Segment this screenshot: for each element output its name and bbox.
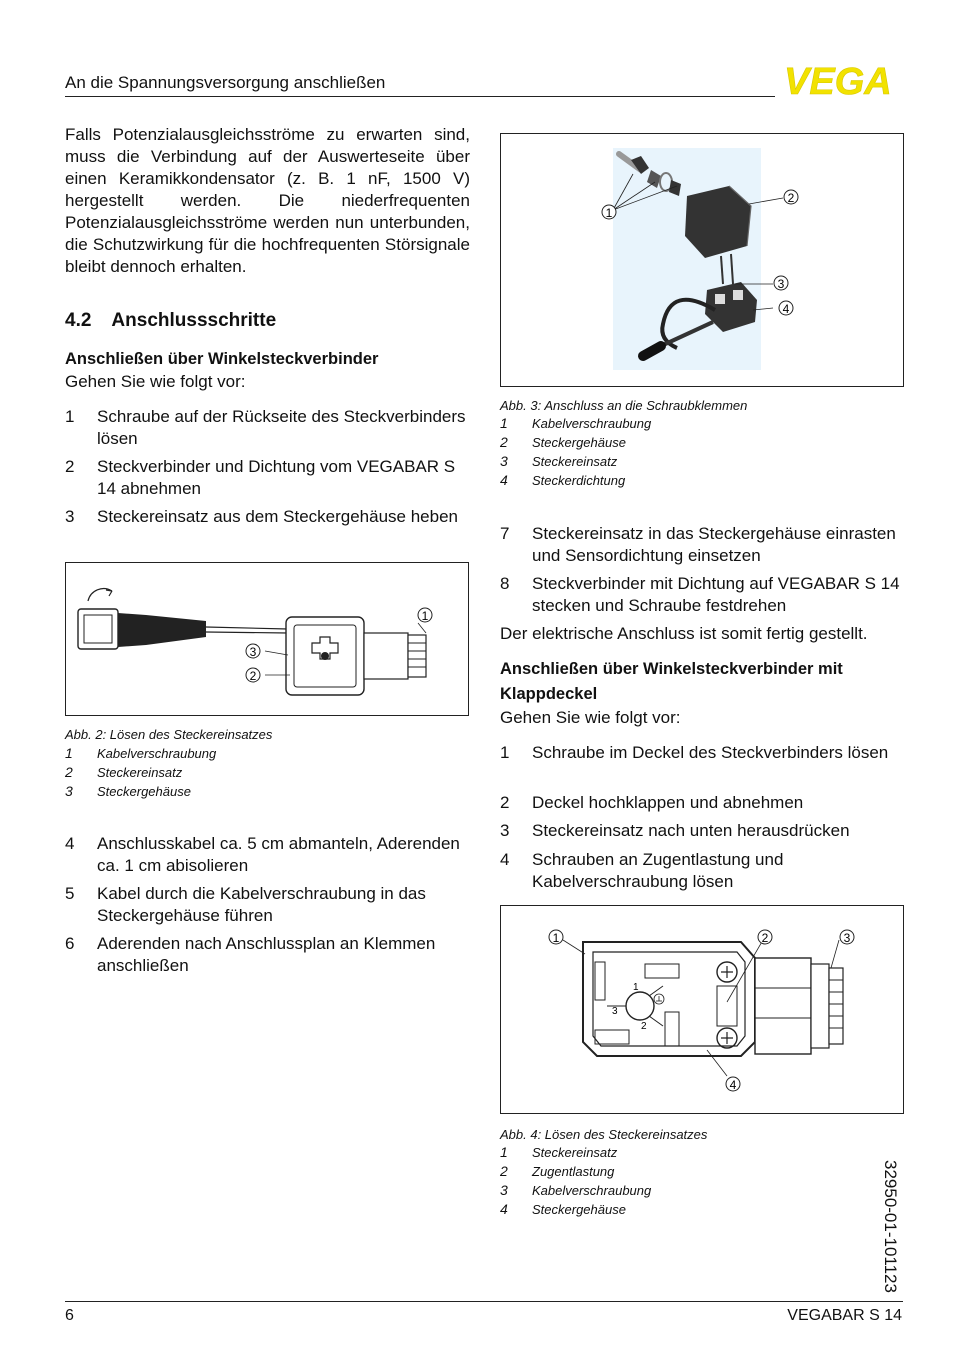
step-text: Schraube auf der Rückseite des Steckverbinders lösen [97, 407, 466, 448]
step-number: 8 [500, 574, 510, 593]
step-number: 3 [65, 507, 75, 526]
subsection-title: Anschließen über Winkelsteckverbinder [65, 350, 379, 368]
step-text: Steckereinsatz aus dem Steckergehäuse heben [97, 507, 459, 526]
callout-1: 1 [552, 931, 560, 945]
figure-2 [65, 562, 469, 716]
step-text: Schrauben an Zugentlastung und Kabelverschraubung lösen [532, 850, 784, 891]
pin-label-3: 3 [612, 1006, 618, 1017]
screw-terminal-drawing [501, 134, 903, 386]
callout-4: 4 [729, 1078, 737, 1092]
subsection-title-2-line-1: Anschließen über Winkelsteckverbinder mit [500, 660, 843, 678]
running-header: An die Spannungsversorgung anschließen [65, 73, 386, 92]
lead-text-2: Gehen Sie wie folgt vor: [500, 708, 681, 727]
subsection-title-2-line-2: Klappdeckel [500, 685, 598, 703]
callout-4: 4 [782, 302, 790, 316]
step-number: 2 [65, 457, 75, 476]
step-number: 5 [65, 884, 75, 903]
footer-rule [65, 1301, 903, 1302]
connector-drawing [66, 563, 468, 715]
callout-1: 1 [605, 206, 613, 220]
callout-3: 3 [843, 931, 851, 945]
document-id: 32950-01-101123 [881, 1160, 900, 1293]
section-heading [65, 310, 276, 332]
product-name: VEGABAR S 14 [787, 1307, 902, 1324]
figure-2-caption: Abb. 2: Lösen des Steckereinsatzes [65, 727, 273, 742]
step-text: Steckereinsatz in das Steckergehäuse einrasten und Sensordichtung einsetzen [532, 524, 896, 565]
callout-3: 3 [777, 277, 785, 291]
step-number: 4 [65, 834, 75, 853]
step-text: Kabel durch die Kabelverschraubung in das Steckergehäuse führen [97, 884, 426, 925]
header-rule [65, 96, 775, 97]
callout-2: 2 [249, 669, 257, 683]
figure-4 [500, 905, 904, 1114]
step-text: Steckverbinder mit Dichtung auf VEGABAR S 14 stecken und Schraube festdrehen [532, 574, 900, 615]
pin-label-1: 1 [633, 982, 639, 993]
lead-text: Gehen Sie wie folgt vor: [65, 372, 246, 391]
step-number: 2 [500, 793, 510, 812]
hinged-cover-connector-drawing [501, 906, 903, 1113]
step-number: 1 [65, 407, 75, 426]
step-text: Steckverbinder und Dichtung vom VEGABAR S 14 abnehmen [97, 457, 456, 498]
callout-3: 3 [249, 645, 257, 659]
intro-paragraph: Falls Potenzialausgleichsströme zu erwarten sind, muss die Verbindung auf der Auswerteseite über einen Keramikkondensator (z. B. 1 nF, 1500 V) hergestellt werden. Die niederfrequenten Potenzialausgleichsströme werden nun unterbunden, die Schutzwirkung für die hochfrequenten Störsignale bleibt dennoch erhalten. [65, 125, 470, 276]
step-text: Steckereinsatz nach unten herausdrücken [532, 821, 850, 840]
step-text: Aderenden nach Anschlussplan an Klemmen anschließen [97, 934, 436, 975]
completion-text: Der elektrische Anschluss ist somit fertig gestellt. [500, 624, 868, 643]
logo-text: VEGA [784, 62, 892, 98]
pin-label-2: 2 [641, 1021, 647, 1032]
callout-2: 2 [761, 931, 769, 945]
step-text: Schraube im Deckel des Steckverbinders lösen [532, 743, 889, 762]
figure-4-caption: Abb. 4: Lösen des Steckereinsatzes [500, 1127, 708, 1142]
step-text: Deckel hochklappen und abnehmen [532, 793, 804, 812]
step-number: 4 [500, 850, 510, 869]
step-number: 1 [500, 743, 510, 762]
section-title: Anschlussschritte [111, 310, 277, 331]
step-number: 3 [500, 821, 510, 840]
callout-2: 2 [787, 191, 795, 205]
step-number: 7 [500, 524, 510, 543]
callout-1: 1 [421, 609, 429, 623]
page-number: 6 [65, 1307, 74, 1324]
vega-logo [782, 62, 904, 98]
figure-3 [500, 133, 904, 387]
step-text: Anschlusskabel ca. 5 cm abmanteln, Aderenden ca. 1 cm abisolieren [97, 834, 460, 875]
step-number: 6 [65, 934, 75, 953]
figure-3-caption: Abb. 3: Anschluss an die Schraubklemmen [500, 398, 748, 413]
section-number: 4.2 [65, 310, 92, 331]
